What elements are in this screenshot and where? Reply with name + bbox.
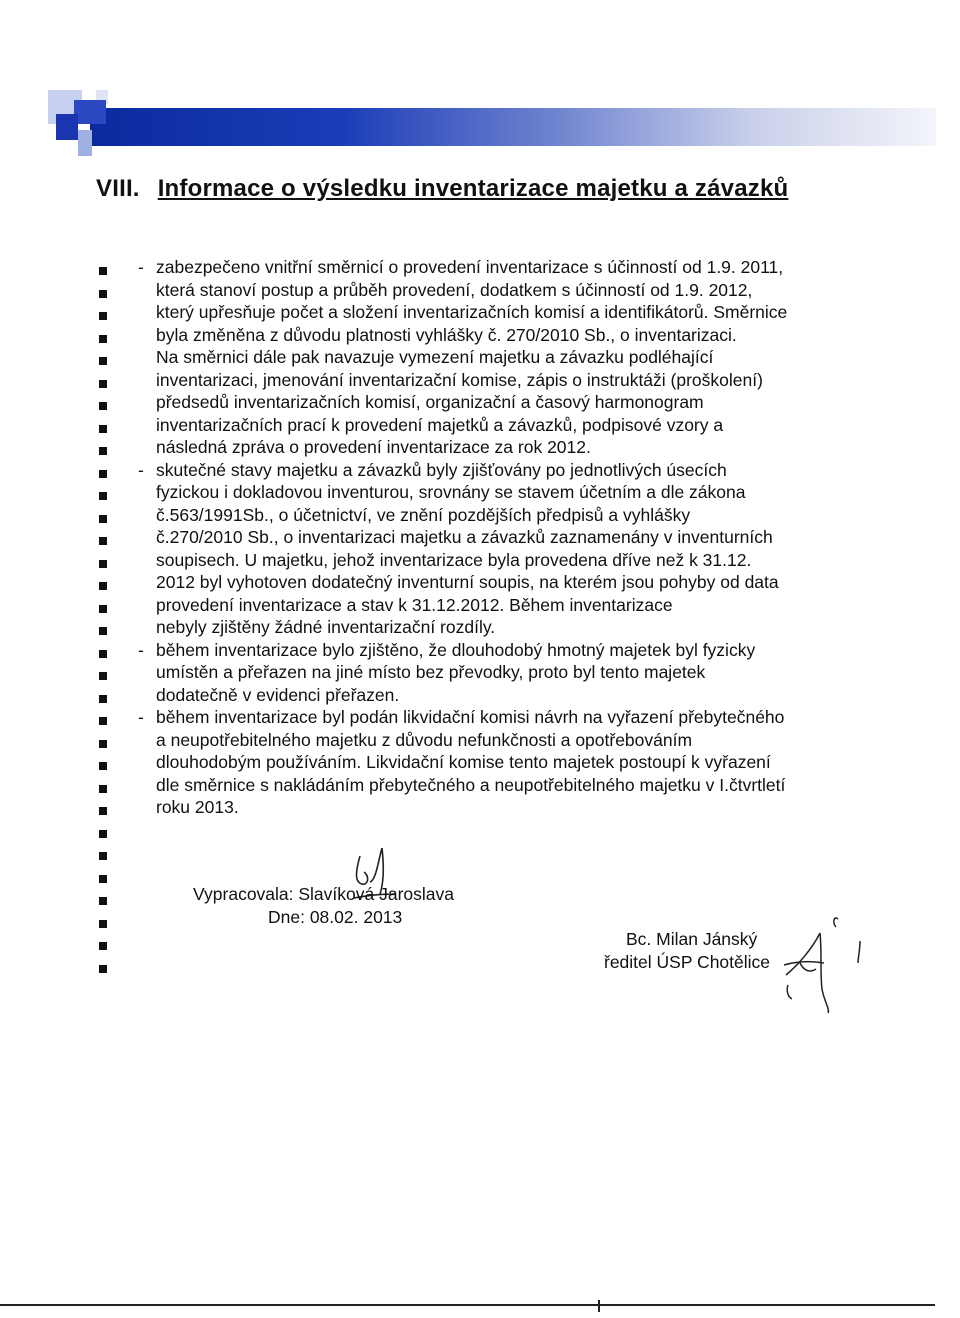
prepared-by-text: Vypracovala: Slavíková Jaroslava — [193, 884, 455, 904]
bullet-square — [99, 560, 107, 568]
bullet-marker — [99, 470, 109, 493]
bullet-square — [99, 470, 107, 478]
paragraph-line: byla změněna z důvodu platnosti vyhlášky č. 270/2010 Sb., o inventarizaci. — [156, 324, 737, 345]
bullet-square — [99, 267, 107, 275]
bullet-marker — [99, 695, 109, 718]
paragraph-line: roku 2013. — [156, 797, 239, 817]
bullet-square — [99, 717, 107, 725]
bullet-marker — [99, 807, 109, 830]
bullet-marker — [99, 852, 109, 875]
bullet-square — [99, 762, 107, 770]
bullet-square — [99, 627, 107, 635]
bullet-marker — [99, 515, 109, 538]
paragraph-line: během inventarizace bylo zjištěno, že dlouhodobý hmotný majetek byl fyzicky — [156, 639, 756, 660]
bullet-marker — [99, 897, 109, 920]
header-square-decoration — [74, 100, 106, 124]
dash-marker: - — [138, 257, 144, 277]
paragraph-line: která stanoví postup a průběh provedení, dodatkem s účinností od 1.9. 2012, — [156, 279, 753, 300]
bullet-marker — [99, 425, 109, 448]
bullet-marker — [99, 717, 109, 740]
bullet-marker — [99, 380, 109, 403]
paragraph-line: provedení inventarizace a stav k 31.12.2012. Během inventarizace — [156, 594, 673, 615]
prepared-by-block — [193, 883, 454, 929]
header-square-decoration — [78, 130, 92, 156]
paragraph-line: č.270/2010 Sb., o inventarizaci majetku a závazků zaznamenány v inventurních — [156, 527, 773, 547]
paragraph-line: následná zpráva o provedení inventarizace za rok 2012. — [156, 437, 591, 457]
bullet-square — [99, 920, 107, 928]
paragraph — [138, 639, 878, 707]
header-gradient-bar — [90, 108, 936, 146]
bullet-marker — [99, 875, 109, 898]
bullet-square — [99, 515, 107, 523]
paragraph-line: který upřesňuje počet a složení inventarizačních komisí a identifikátorů. Směrnice — [156, 302, 788, 322]
bullet-square — [99, 312, 107, 320]
bullet-marker — [99, 290, 109, 313]
footer-divider — [0, 1304, 935, 1306]
header-square-decoration — [56, 114, 78, 140]
paragraph-line: během inventarizace byl podán likvidační komisi návrh na vyřazení přebytečného — [156, 707, 785, 727]
bullet-square — [99, 537, 107, 545]
paragraph-line: č.563/1991Sb., o účetnictví, ve znění pozdějších předpisů a vyhlášky — [156, 504, 691, 525]
paragraph-line: inventarizaci, jmenování inventarizační komise, zápis o instruktáži (proškolení) — [156, 369, 763, 390]
section-title: Informace o výsledku inventarizace majetku a závazků — [157, 175, 789, 202]
paragraph — [138, 459, 878, 639]
bullet-square — [99, 695, 107, 703]
bullet-marker — [99, 920, 109, 943]
section-heading — [96, 175, 788, 203]
paragraph-line: fyzickou i dokladovou inventurou, srovnány se stavem účetním a dle zákona — [156, 482, 746, 502]
footer-tick — [598, 1300, 600, 1312]
bullet-marker — [99, 627, 109, 650]
bullet-square — [99, 672, 107, 680]
paragraph-line: skutečné stavy majetku a závazků byly zjišťovány po jednotlivých úsecích — [156, 459, 727, 480]
bullet-marker — [99, 537, 109, 560]
bullet-marker — [99, 650, 109, 673]
bullet-marker — [99, 672, 109, 695]
director-block — [604, 928, 770, 974]
bullet-column — [99, 267, 109, 987]
bullet-marker — [99, 942, 109, 965]
paragraph-line: Na směrnici dále pak navazuje vymezení majetku a závazku podléhající — [156, 347, 714, 367]
paragraph-line: dlouhodobým používáním. Likvidační komise tento majetek postoupí k vyřazení — [156, 752, 771, 772]
bullet-marker — [99, 357, 109, 380]
bullet-marker — [99, 492, 109, 515]
bullet-square — [99, 605, 107, 613]
bullet-marker — [99, 830, 109, 853]
document-body — [138, 256, 878, 819]
bullet-marker — [99, 560, 109, 583]
bullet-marker — [99, 582, 109, 605]
bullet-marker — [99, 267, 109, 290]
bullet-square — [99, 942, 107, 950]
paragraph-line: zabezpečeno vnitřní směrnicí o provedení inventarizace s účinností od 1.9. 2011, — [156, 257, 784, 277]
paragraph-line: soupisech. U majetku, jehož inventarizace byla provedena dříve než k 31.12. — [156, 549, 752, 570]
dash-marker: - — [138, 707, 144, 727]
bullet-marker — [99, 402, 109, 425]
bullet-square — [99, 492, 107, 500]
bullet-square — [99, 290, 107, 298]
bullet-marker — [99, 762, 109, 785]
bullet-marker — [99, 740, 109, 763]
bullet-square — [99, 425, 107, 433]
bullet-square — [99, 582, 107, 590]
bullet-marker — [99, 965, 109, 988]
paragraph-line: inventarizačních prací k provedení majetků a závazků, podpisové vzory a — [156, 414, 724, 435]
bullet-square — [99, 830, 107, 838]
paragraph-line: a neupotřebitelného majetku z důvodu nefunkčnosti a opotřebováním — [156, 729, 693, 750]
bullet-square — [99, 852, 107, 860]
bullet-square — [99, 357, 107, 365]
bullet-square — [99, 335, 107, 343]
paragraph — [138, 256, 878, 459]
bullet-marker — [99, 447, 109, 470]
bullet-marker — [99, 605, 109, 628]
paragraph-line: dle směrnice s nakládáním přebytečného a neupotřebitelného majetku v I.čtvrtletí — [156, 774, 786, 795]
header-banner — [48, 90, 936, 158]
bullet-square — [99, 875, 107, 883]
paragraph-line: umístěn a přeřazen na jiné místo bez převodky, proto byl tento majetek — [156, 662, 706, 682]
paragraph-line: nebyly zjištěny žádné inventarizační rozdíly. — [156, 617, 496, 637]
bullet-square — [99, 965, 107, 973]
handwritten-signature-right — [776, 905, 876, 1015]
bullet-square — [99, 447, 107, 455]
section-number: VIII. — [96, 175, 140, 202]
director-position: ředitel ÚSP Chotělice — [604, 952, 771, 972]
bullet-square — [99, 807, 107, 815]
bullet-square — [99, 650, 107, 658]
dash-marker: - — [138, 639, 144, 660]
bullet-square — [99, 380, 107, 388]
paragraph-line: předsedů inventarizačních komisí, organizační a časový harmonogram — [156, 392, 704, 412]
paragraph — [138, 706, 878, 819]
director-name: Bc. Milan Jánský — [626, 929, 758, 949]
bullet-square — [99, 740, 107, 748]
paragraph-line: dodatečně v evidenci přeřazen. — [156, 684, 400, 705]
bullet-square — [99, 897, 107, 905]
bullet-square — [99, 402, 107, 410]
dash-marker: - — [138, 459, 144, 480]
document-date: Dne: 08.02. 2013 — [268, 907, 403, 927]
bullet-marker — [99, 335, 109, 358]
bullet-marker — [99, 785, 109, 808]
bullet-square — [99, 785, 107, 793]
bullet-marker — [99, 312, 109, 335]
paragraph-line: 2012 byl vyhotoven dodatečný inventurní soupis, na kterém jsou pohyby od data — [156, 572, 779, 592]
